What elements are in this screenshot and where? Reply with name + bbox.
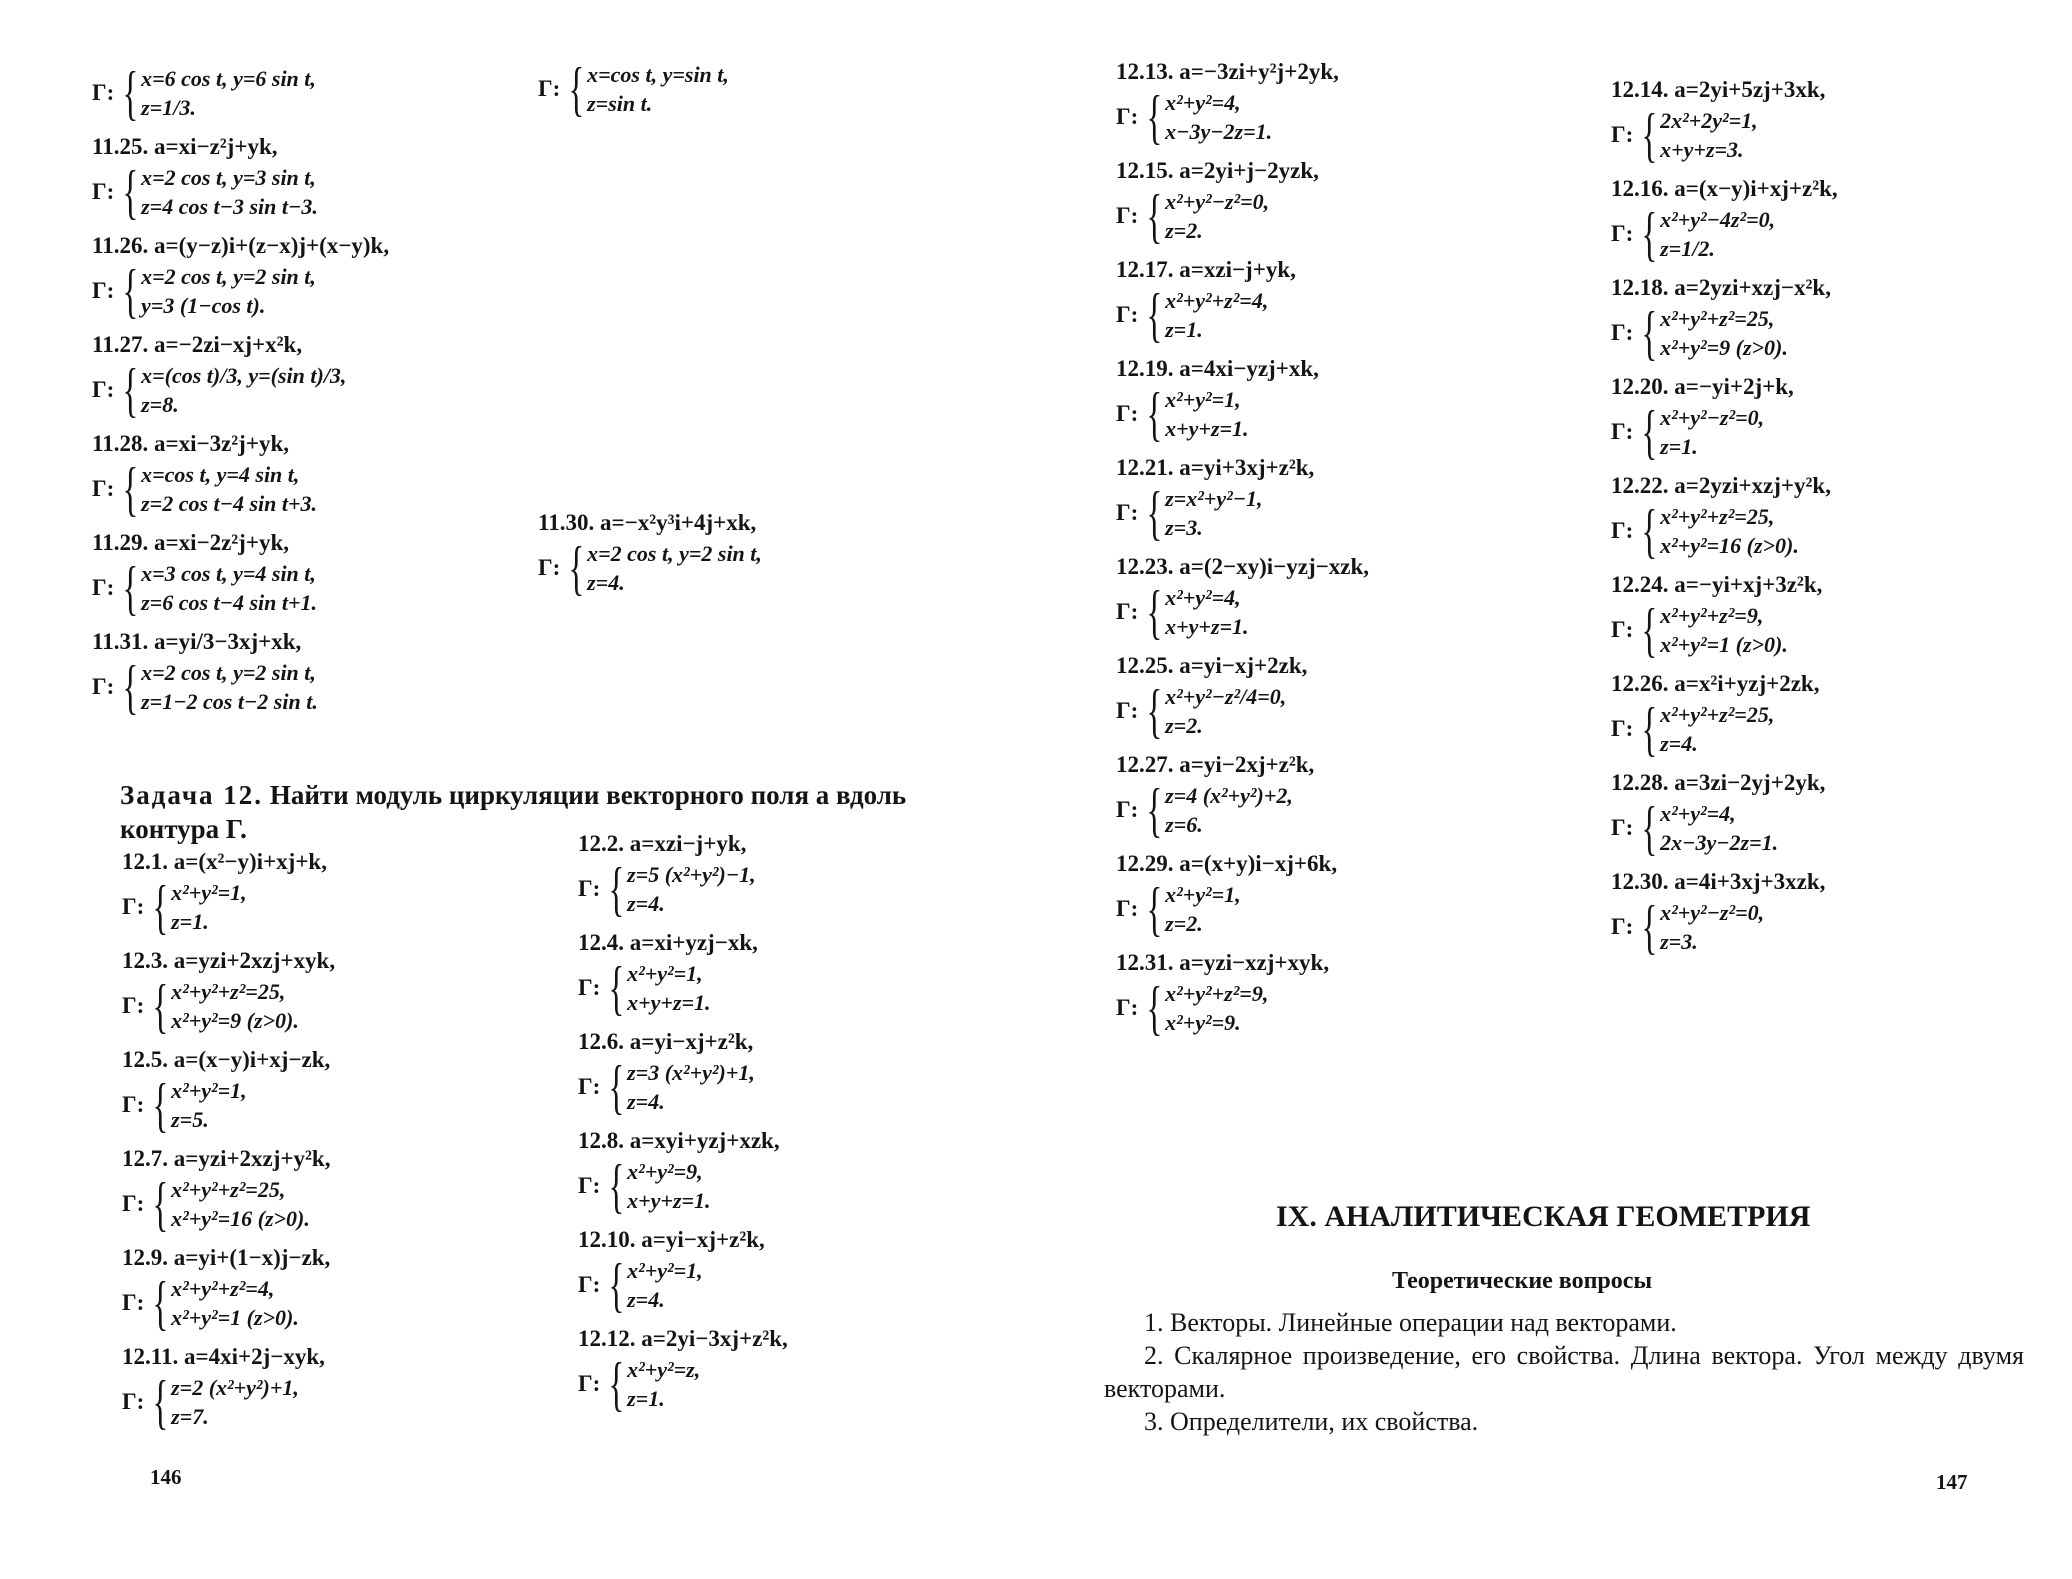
left-brace: { [1146, 777, 1163, 843]
problem-item [1611, 175, 2031, 267]
equation: z=x²+y²−1, [1165, 486, 1263, 511]
problem-item [1611, 670, 2031, 762]
left-brace: { [1641, 102, 1658, 168]
left-brace: { [122, 456, 139, 522]
equation: x²+y²=1, [171, 1078, 247, 1103]
problem-item [1611, 571, 2031, 663]
problem-title: 12.21. a=yi+3xj+z²k, [1116, 455, 1315, 480]
left-brace: { [1146, 975, 1163, 1041]
contour-system [1611, 102, 2031, 168]
equation: x=cos t, y=4 sin t, [141, 462, 300, 487]
left-brace: { [122, 357, 139, 423]
equation: z=1. [1660, 434, 1698, 459]
left-brace: { [1641, 498, 1658, 564]
contour-label: Г: [1611, 320, 1634, 345]
contour-label: Г: [1611, 914, 1634, 939]
problem-item [1116, 256, 1536, 348]
problem-item [578, 1226, 998, 1318]
problem-title: 12.27. a=yi−2xj+z²k, [1116, 752, 1315, 777]
problem-title: 12.18. a=2yzi+xzj−x²k, [1611, 275, 1831, 300]
problem-item [1611, 868, 2031, 960]
contour-label: Г: [1611, 122, 1634, 147]
problem-title: 12.8. a=xyi+yzj+xzk, [578, 1128, 780, 1153]
contour-label: Г: [1611, 617, 1634, 642]
problem-title: 11.29. a=xi−2z²j+yk, [92, 530, 289, 555]
page-number-left: 146 [150, 1465, 182, 1489]
equation: x²+y²+z²=25, [171, 979, 286, 1004]
problem-item [1116, 58, 1536, 150]
equation: x²+y²=4, [1165, 585, 1241, 610]
problem-item [1116, 553, 1536, 645]
problem-item [578, 1028, 998, 1120]
right-column-2 [1611, 76, 2031, 967]
problem-title: 12.30. a=4i+3xj+3xzk, [1611, 869, 1826, 894]
equation: z=4. [587, 570, 625, 595]
problem-item [92, 628, 532, 720]
equation: x=(cos t)/3, y=(sin t)/3, [141, 363, 347, 388]
equation: z=2. [1165, 713, 1203, 738]
problem-title: 11.25. a=xi−z²j+yk, [92, 134, 278, 159]
problem-title: 12.20. a=−yi+2j+k, [1611, 374, 1794, 399]
equation: z=5 (x²+y²)−1, [627, 862, 756, 887]
left-brace: { [122, 654, 139, 720]
task-text: Найти модуль циркуляции векторного поля a вдоль контура Г. [120, 780, 907, 844]
contour-system [1611, 498, 2031, 564]
contour-label: Г: [92, 179, 115, 204]
contour-label: Г: [122, 1290, 145, 1315]
right-page [1036, 0, 2072, 1579]
problem-item [92, 430, 532, 522]
contour-system [1611, 399, 2031, 465]
left-brace: { [1146, 381, 1163, 447]
problem-item [1611, 274, 2031, 366]
problem-title: 12.10. a=yi−xj+z²k, [578, 1227, 765, 1252]
problem-item [1116, 652, 1536, 744]
problem-title: 12.4. a=xi+yzj−xk, [578, 930, 758, 955]
problem-item [1116, 751, 1536, 843]
contour-label: Г: [1116, 599, 1139, 624]
problem-title: 12.11. a=4xi+2j−xyk, [122, 1344, 325, 1369]
problem-item [578, 929, 998, 1021]
left-brace: { [122, 159, 139, 225]
equation: x²+y²+z²=9, [1165, 981, 1269, 1006]
contour-system [1116, 579, 1536, 645]
equation: x+y+z=1. [1165, 614, 1249, 639]
problem-item [578, 1325, 998, 1417]
contour-label: Г: [92, 377, 115, 402]
equation: x²+y²−4z²=0, [1660, 207, 1776, 232]
contour-system [1611, 696, 2031, 762]
problem-item [538, 509, 978, 601]
equation: z=2. [1165, 911, 1203, 936]
equation: x−3y−2z=1. [1165, 119, 1273, 144]
problem-title: 12.26. a=x²i+yzj+2zk, [1611, 671, 1820, 696]
problem-item [92, 232, 532, 324]
problem-title: 12.23. a=(2−xy)i−yzj−xzk, [1116, 554, 1369, 579]
left-brace: { [1641, 597, 1658, 663]
equation: 2x−3y−2z=1. [1660, 830, 1779, 855]
contour-system [578, 1054, 998, 1120]
problem-title: 12.22. a=2yzi+xzj+y²k, [1611, 473, 1831, 498]
left-brace: { [152, 1072, 169, 1138]
equation: x²+y²=1 (z>0). [1660, 632, 1788, 657]
problem-title: 12.2. a=xzi−j+yk, [578, 831, 747, 856]
problem-title: 12.28. a=3zi−2yj+2yk, [1611, 770, 1826, 795]
contour-system [122, 1270, 542, 1336]
equation: x²+y²+z²=9, [1660, 603, 1764, 628]
problem-title: 11.26. a=(y−z)i+(z−x)j+(x−y)k, [92, 233, 390, 258]
contour-label: Г: [578, 975, 601, 1000]
problem-item [1116, 355, 1536, 447]
equation: z=1/2. [1660, 236, 1715, 261]
equation: z=sin t. [587, 91, 653, 116]
contour-label: Г: [1116, 104, 1139, 129]
problem-title: 12.1. a=(x²−y)i+xj+k, [122, 849, 327, 874]
left-brace: { [608, 856, 625, 922]
equation: x²+y²+z²=4, [171, 1276, 275, 1301]
contour-system [1611, 597, 2031, 663]
problem-item [1116, 454, 1536, 546]
contour-system [578, 856, 998, 922]
contour-label: Г: [578, 1371, 601, 1396]
equation: z=8. [141, 392, 179, 417]
equation: x+y+z=1. [627, 1188, 711, 1213]
left-brace: { [1641, 696, 1658, 762]
contour-label: Г: [1116, 500, 1139, 525]
contour-system [122, 1369, 542, 1435]
problem-title: 12.19. a=4xi−yzj+xk, [1116, 356, 1319, 381]
contour-label: Г: [538, 76, 561, 101]
equation: x²+y²=4, [1660, 801, 1736, 826]
chapter-title: IX. АНАЛИТИЧЕСКАЯ ГЕОМЕТРИЯ [1276, 1200, 1811, 1233]
equation: x²+y²−z²=0, [1165, 189, 1270, 214]
equation: z=3 (x²+y²)+1, [627, 1060, 755, 1085]
problem-title: 12.9. a=yi+(1−x)j−zk, [122, 1245, 331, 1270]
contour-system [1116, 183, 1536, 249]
equation: x²+y²−z²=0, [1660, 900, 1765, 925]
contour-label: Г: [1116, 896, 1139, 921]
problem-title: 12.14. a=2yi+5zj+3xk, [1611, 77, 1826, 102]
equation: x=2 cos t, y=2 sin t, [141, 660, 316, 685]
equation: z=2. [1165, 218, 1203, 243]
equation: x²+y²+z²=25, [1660, 306, 1775, 331]
left-brace: { [1146, 480, 1163, 546]
left-column-2-top [538, 58, 978, 608]
left-column-1-bottom [122, 848, 542, 1442]
problem-title: 12.24. a=−yi+xj+3z²k, [1611, 572, 1823, 597]
problem-title: 12.29. a=(x+y)i−xj+6k, [1116, 851, 1338, 876]
contour-system [538, 56, 978, 122]
equation: z=4 cos t−3 sin t−3. [141, 194, 318, 219]
left-brace: { [1641, 201, 1658, 267]
equation: x²+y²=1, [1165, 882, 1241, 907]
contour-system [578, 1351, 998, 1417]
problem-title: 12.6. a=yi−xj+z²k, [578, 1029, 754, 1054]
problem-item [1611, 472, 2031, 564]
problem-title: 11.28. a=xi−3z²j+yk, [92, 431, 289, 456]
left-brace: { [568, 56, 585, 122]
contour-label: Г: [1611, 221, 1634, 246]
theory-questions [1104, 1306, 2024, 1438]
contour-label: Г: [1611, 716, 1634, 741]
equation: z=1−2 cos t−2 sin t. [141, 689, 318, 714]
problem-item [122, 1244, 542, 1336]
contour-system [538, 535, 978, 601]
problem-title: 11.27. a=−2zi−xj+x²k, [92, 332, 303, 357]
equation: z=1/3. [141, 95, 196, 120]
equation: x²+y²=1, [171, 880, 247, 905]
equation: z=4. [627, 891, 665, 916]
equation: z=1. [171, 909, 209, 934]
problem-item [538, 56, 978, 122]
contour-label: Г: [92, 278, 115, 303]
equation: z=4. [627, 1287, 665, 1312]
contour-system [578, 1153, 998, 1219]
equation: x²+y²+z²=4, [1165, 288, 1269, 313]
contour-system [92, 60, 532, 126]
contour-system [122, 1072, 542, 1138]
equation: x²+y²=9 (z>0). [1660, 335, 1788, 360]
question-2: 2. Скалярное произведение, его свойства. Длина вектора. Угол между двумя векторами. [1104, 1341, 2024, 1403]
equation: x²+y²=4, [1165, 90, 1241, 115]
contour-label: Г: [578, 1173, 601, 1198]
problem-item [1116, 157, 1536, 249]
contour-label: Г: [122, 1191, 145, 1216]
equation: y=3 (1−cos t). [141, 293, 266, 318]
equation: z=4. [627, 1089, 665, 1114]
left-brace: { [608, 1153, 625, 1219]
equation: x²+y²−z²/4=0, [1165, 684, 1287, 709]
equation: z=7. [171, 1404, 209, 1429]
left-brace: { [1641, 399, 1658, 465]
equation: x²+y²=9 (z>0). [171, 1008, 299, 1033]
problem-item [92, 529, 532, 621]
left-brace: { [1146, 84, 1163, 150]
problem-item [578, 830, 998, 922]
contour-label: Г: [1611, 518, 1634, 543]
contour-system [1116, 678, 1536, 744]
contour-system [122, 973, 542, 1039]
problem-title: 12.17. a=xzi−j+yk, [1116, 257, 1296, 282]
problem-title: 11.31. a=yi/3−3xj+xk, [92, 629, 302, 654]
left-brace: { [1146, 876, 1163, 942]
contour-label: Г: [578, 1074, 601, 1099]
right-column-1 [1116, 58, 1536, 1048]
equation: x=2 cos t, y=3 sin t, [141, 165, 316, 190]
equation: z=3. [1165, 515, 1203, 540]
contour-system [92, 159, 532, 225]
problem-title: 12.7. a=yzi+2xzj+y²k, [122, 1146, 331, 1171]
left-brace: { [608, 1351, 625, 1417]
left-brace: { [608, 1054, 625, 1120]
contour-system [1116, 876, 1536, 942]
left-brace: { [608, 955, 625, 1021]
section-title: Теоретические вопросы [1392, 1268, 1653, 1294]
contour-label: Г: [1116, 401, 1139, 426]
problem-item [1611, 373, 2031, 465]
problem-item [578, 1127, 998, 1219]
contour-label: Г: [1116, 698, 1139, 723]
equation: x+y+z=1. [1165, 416, 1249, 441]
left-brace: { [1641, 300, 1658, 366]
contour-system [1611, 201, 2031, 267]
contour-system [1116, 777, 1536, 843]
contour-system [122, 874, 542, 940]
contour-system [122, 1171, 542, 1237]
equation: x²+y²=1, [627, 961, 703, 986]
problem-title: 12.12. a=2yi−3xj+z²k, [578, 1326, 788, 1351]
contour-system [92, 258, 532, 324]
contour-system [92, 654, 532, 720]
contour-system [1116, 480, 1536, 546]
equation: z=6. [1165, 812, 1203, 837]
left-column-1-top [92, 62, 532, 727]
contour-system [1611, 894, 2031, 960]
contour-label: Г: [1116, 995, 1139, 1020]
contour-system [92, 555, 532, 621]
page-number-right: 147 [1936, 1470, 1968, 1494]
problem-item [92, 60, 532, 126]
problem-item [1611, 769, 2031, 861]
equation: x=6 cos t, y=6 sin t, [141, 66, 316, 91]
equation: z=4 (x²+y²)+2, [1165, 783, 1293, 808]
left-brace: { [1641, 894, 1658, 960]
contour-system [578, 955, 998, 1021]
problem-title: 11.30. a=−x²y³i+4j+xk, [538, 510, 757, 535]
equation: x²+y²−z²=0, [1660, 405, 1765, 430]
left-brace: { [122, 258, 139, 324]
contour-system [1116, 975, 1536, 1041]
contour-system [1116, 84, 1536, 150]
problem-title: 12.16. a=(x−y)i+xj+z²k, [1611, 176, 1838, 201]
left-brace: { [122, 555, 139, 621]
equation: x²+y²=16 (z>0). [1660, 533, 1799, 558]
equation: x²+y²=9. [1165, 1010, 1241, 1035]
equation: x=cos t, y=sin t, [587, 62, 729, 87]
equation: z=1. [1165, 317, 1203, 342]
contour-label: Г: [122, 1389, 145, 1414]
equation: x²+y²+z²=25, [171, 1177, 286, 1202]
equation: z=5. [171, 1107, 209, 1132]
left-column-2-bottom [578, 830, 998, 1424]
left-brace: { [1146, 183, 1163, 249]
problem-item [122, 1145, 542, 1237]
problem-title: 12.31. a=yzi−xzj+xyk, [1116, 950, 1330, 975]
equation: 2x²+2y²=1, [1660, 108, 1758, 133]
left-brace: { [608, 1252, 625, 1318]
problem-item [122, 1046, 542, 1138]
left-brace: { [152, 1171, 169, 1237]
problem-item [122, 848, 542, 940]
contour-label: Г: [92, 476, 115, 501]
left-brace: { [1146, 678, 1163, 744]
problem-item [92, 331, 532, 423]
problem-item [1116, 949, 1536, 1041]
contour-label: Г: [122, 1092, 145, 1117]
contour-label: Г: [122, 894, 145, 919]
equation: x+y+z=1. [627, 990, 711, 1015]
contour-system [92, 456, 532, 522]
equation: x²+y²=1, [1165, 387, 1241, 412]
equation: z=1. [627, 1386, 665, 1411]
contour-system [1116, 381, 1536, 447]
contour-system [1611, 795, 2031, 861]
equation: x²+y²=z, [627, 1357, 701, 1382]
contour-system [578, 1252, 998, 1318]
equation: z=6 cos t−4 sin t+1. [141, 590, 318, 615]
equation: z=4. [1660, 731, 1698, 756]
equation: z=2 (x²+y²)+1, [171, 1375, 299, 1400]
equation: x=3 cos t, y=4 sin t, [141, 561, 316, 586]
task-label: Задача 12. [120, 780, 264, 810]
left-brace: { [152, 874, 169, 940]
left-brace: { [152, 973, 169, 1039]
equation: x²+y²=9, [627, 1159, 703, 1184]
problem-item [1611, 76, 2031, 168]
contour-label: Г: [1116, 302, 1139, 327]
problem-title: 12.3. a=yzi+2xzj+xyk, [122, 948, 336, 973]
left-brace: { [568, 535, 585, 601]
equation: z=2 cos t−4 sin t+3. [141, 491, 318, 516]
contour-system [1611, 300, 2031, 366]
left-brace: { [152, 1369, 169, 1435]
contour-label: Г: [1116, 203, 1139, 228]
equation: x²+y²+z²=25, [1660, 702, 1775, 727]
equation: x+y+z=3. [1660, 137, 1744, 162]
equation: z=3. [1660, 929, 1698, 954]
question-1: 1. Векторы. Линейные операции над векторами. [1144, 1308, 1677, 1337]
left-brace: { [1146, 579, 1163, 645]
problem-item [122, 1343, 542, 1435]
left-brace: { [1146, 282, 1163, 348]
equation: x=2 cos t, y=2 sin t, [587, 541, 762, 566]
contour-label: Г: [1611, 815, 1634, 840]
contour-label: Г: [578, 876, 601, 901]
problem-title: 12.13. a=−3zi+y²j+2yk, [1116, 59, 1339, 84]
equation: x²+y²+z²=25, [1660, 504, 1775, 529]
problem-title: 12.25. a=yi−xj+2zk, [1116, 653, 1308, 678]
left-brace: { [152, 1270, 169, 1336]
equation: x²+y²=1 (z>0). [171, 1305, 299, 1330]
contour-label: Г: [92, 575, 115, 600]
problem-title: 12.15. a=2yi+j−2yzk, [1116, 158, 1319, 183]
contour-label: Г: [538, 555, 561, 580]
contour-label: Г: [92, 674, 115, 699]
contour-label: Г: [578, 1272, 601, 1297]
problem-item [122, 947, 542, 1039]
contour-system [92, 357, 532, 423]
problem-title: 12.5. a=(x−y)i+xj−zk, [122, 1047, 331, 1072]
contour-system [1116, 282, 1536, 348]
left-brace: { [122, 60, 139, 126]
contour-label: Г: [122, 993, 145, 1018]
question-3: 3. Определители, их свойства. [1144, 1407, 1479, 1436]
left-brace: { [1641, 795, 1658, 861]
equation: x=2 cos t, y=2 sin t, [141, 264, 316, 289]
problem-item [1116, 850, 1536, 942]
contour-label: Г: [1611, 419, 1634, 444]
contour-label: Г: [1116, 797, 1139, 822]
problem-item [92, 133, 532, 225]
contour-label: Г: [92, 80, 115, 105]
equation: x²+y²=1, [627, 1258, 703, 1283]
equation: x²+y²=16 (z>0). [171, 1206, 310, 1231]
